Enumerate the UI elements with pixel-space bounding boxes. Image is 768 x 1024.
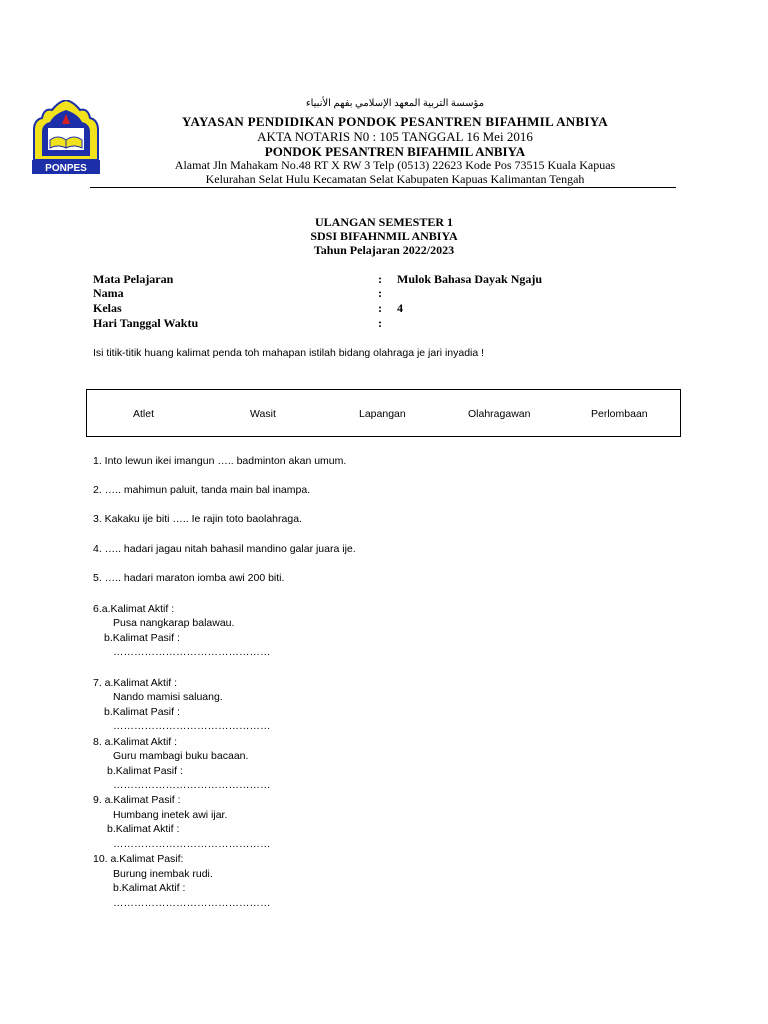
instruction-text: Isi titik-titik huang kalimat penda toh mahapan istilah bidang olahraga je jari inyadia ! — [93, 347, 485, 359]
question-4: 4. ….. hadari jagau nitah bahasil mandino galar juara ije. — [93, 543, 356, 555]
question-1: 1. Into lewun ikei imangun ….. badminton akan umum. — [93, 455, 347, 467]
question-3: 3. Kakaku ije biti ….. Ie rajin toto baolahraga. — [93, 513, 302, 525]
meta-colon: : — [378, 301, 382, 315]
answer-blank: ……………………………………… — [113, 779, 271, 791]
question-8-label: 8. a.Kalimat Aktif : — [93, 736, 178, 748]
word-bank-box — [86, 389, 681, 437]
exam-title: ULANGAN SEMESTER 1 — [314, 215, 454, 229]
question-10-sub-label: b.Kalimat Aktif : — [113, 882, 186, 894]
meta-colon: : — [378, 286, 382, 300]
district-line: Kelurahan Selat Hulu Kecamatan Selat Kabupaten Kapuas Kalimantan Tengah — [205, 172, 585, 186]
meta-label-subject: Mata Pelajaran — [93, 272, 174, 286]
meta-colon: : — [378, 316, 382, 330]
notary-deed: AKTA NOTARIS N0 : 105 TANGGAL 16 Mei 2016 — [257, 129, 533, 144]
question-8-sentence: Guru mambagi buku bacaan. — [113, 750, 249, 762]
question-5: 5. ….. hadari maraton iomba awi 200 biti. — [93, 572, 285, 584]
arabic-heading: مؤسسة التربية المعهد الإسلامي بفهم الأنبياء — [305, 98, 485, 109]
address-line: Alamat Jln Mahakam No.48 RT X RW 3 Telp (0513) 22623 Kode Pos 73515 Kuala Kapuas — [174, 158, 616, 172]
meta-label-name: Nama — [93, 286, 124, 300]
meta-label-datetime: Hari Tanggal Waktu — [93, 316, 199, 330]
answer-blank: ……………………………………… — [113, 646, 271, 658]
question-6-sub-label: b.Kalimat Pasif : — [104, 632, 180, 644]
question-9-sub-label: b.Kalimat Aktif : — [107, 823, 180, 835]
header-divider — [90, 187, 676, 188]
word-bank-item: Lapangan — [359, 408, 406, 420]
question-6-sentence: Pusa nangkarap balawau. — [113, 617, 235, 629]
foundation-name: YAYASAN PENDIDIKAN PONDOK PESANTREN BIFAHMIL ANBIYA — [182, 114, 608, 129]
word-bank-item: Wasit — [250, 408, 276, 420]
meta-colon: : — [378, 272, 382, 286]
exam-school: SDSI BIFAHNMIL ANBIYA — [310, 229, 458, 243]
meta-value-class: 4 — [397, 301, 403, 315]
question-6-label: 6.a.Kalimat Aktif : — [93, 603, 175, 615]
question-10-sentence: Burung inembak rudi. — [113, 868, 213, 880]
meta-value-subject: Mulok Bahasa Dayak Ngaju — [397, 272, 543, 286]
meta-label-class: Kelas — [93, 301, 122, 315]
question-7-sentence: Nando mamisi saluang. — [113, 691, 223, 703]
word-bank-item: Atlet — [133, 408, 155, 420]
question-9-sentence: Humbang inetek awi ijar. — [113, 809, 228, 821]
answer-blank: ……………………………………… — [113, 838, 271, 850]
word-bank-item: Olahragawan — [468, 408, 531, 420]
question-7-label: 7. a.Kalimat Aktif : — [93, 677, 178, 689]
logo-banner-text: PONPES — [45, 163, 87, 174]
exam-year: Tahun Pelajaran 2022/2023 — [313, 243, 455, 257]
question-8-sub-label: b.Kalimat Pasif : — [107, 765, 183, 777]
ponpes-logo — [30, 100, 102, 176]
answer-blank: ……………………………………… — [113, 897, 271, 909]
school-name: PONDOK PESANTREN BIFAHMIL ANBIYA — [264, 144, 526, 159]
word-bank-item: Perlombaan — [591, 408, 648, 420]
question-2: 2. ….. mahimun paluit, tanda main bal inampa. — [93, 484, 311, 496]
question-9-label: 9. a.Kalimat Pasif : — [93, 794, 181, 806]
answer-blank: ……………………………………… — [113, 720, 271, 732]
question-10-label: 10. a.Kalimat Pasif: — [93, 853, 184, 865]
question-7-sub-label: b.Kalimat Pasif : — [104, 706, 180, 718]
